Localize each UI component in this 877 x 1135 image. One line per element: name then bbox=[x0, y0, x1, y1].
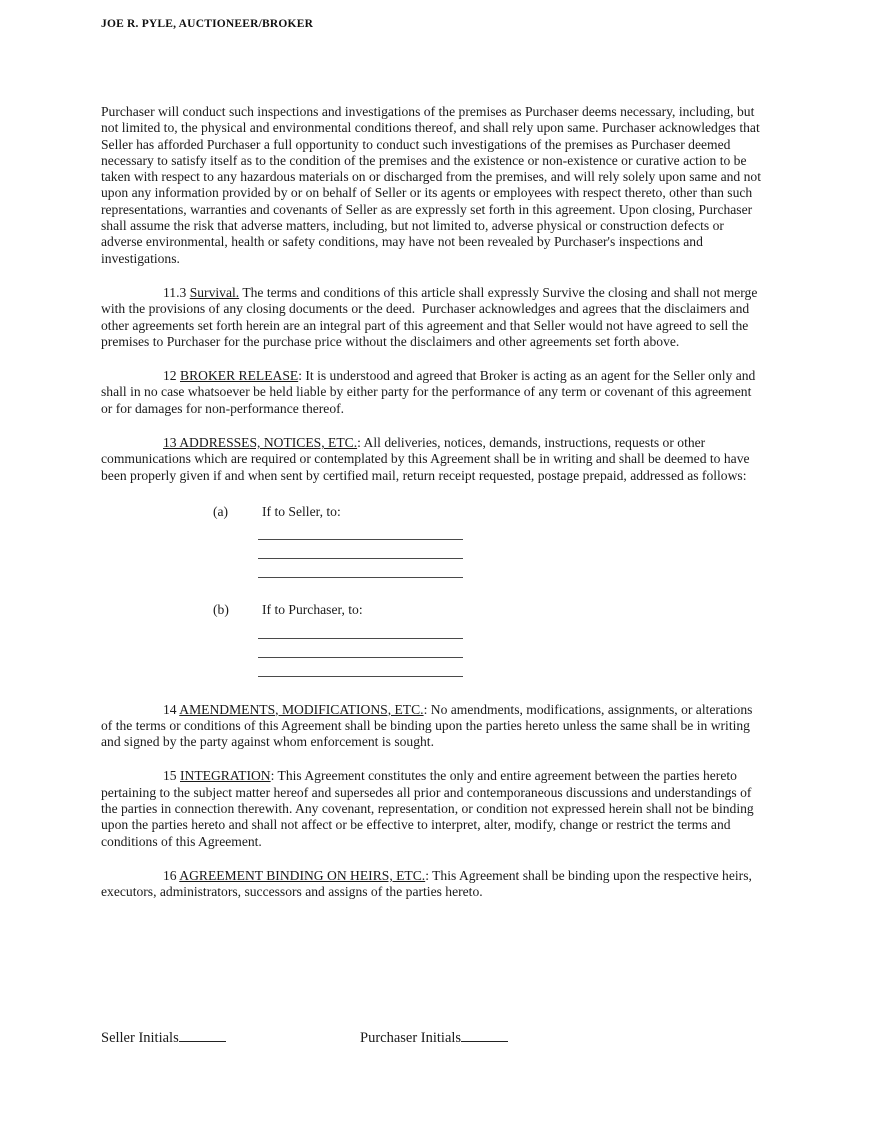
section-number: 14 bbox=[163, 701, 180, 717]
section-14-amendments bbox=[101, 702, 765, 751]
seller-initials-label: Seller Initials bbox=[101, 1030, 179, 1046]
section-body: All deliveries, notices, demands, instructions, requests or other communications which are required or contemplated by this Agreement shall be in writing and shall be deemed to have been properly given if and when sent by certified mail, return receipt requested, postage prepaid, addressed as follows: bbox=[101, 435, 753, 483]
notice-address-seller bbox=[101, 504, 765, 520]
section-12-broker-release bbox=[101, 368, 765, 417]
section-body: This Agreement constitutes the only and entire agreement between the parties hereto pertaining to the subject matter hereof and supersedes all prior and contemporaneous discussions and understandings of the parties in connection therewith. Any covenant, representation, or condition not expressed herein shall not be binding upon the parties hereto and shall not affect or be effective to interpret, alter, modify, change or restrict the terms and conditions of this Agreement. bbox=[101, 768, 758, 849]
section-15-integration bbox=[101, 768, 765, 849]
section-separator: : bbox=[357, 435, 364, 451]
item-a-label: (a) bbox=[213, 503, 229, 519]
section-separator: : bbox=[270, 768, 278, 784]
if-to-purchaser-label: If to Purchaser, to: bbox=[262, 602, 363, 618]
document-header: JOE R. PYLE, AUCTIONEER/BROKER bbox=[101, 18, 314, 30]
blank-address-line bbox=[258, 639, 463, 658]
notice-address-purchaser bbox=[101, 602, 765, 618]
purchaser-address-blank-lines bbox=[101, 620, 765, 677]
section-title: BROKER RELEASE bbox=[180, 368, 299, 384]
section-16-binding-on-heirs bbox=[101, 868, 765, 901]
section-body: The terms and conditions of this article shall expressly Survive the closing and shall not merge with the provisions of any closing documents or the deed. Purchaser acknowledges and agrees that the disclaimers and other agreements set forth herein are an integral part of this agreement and that Seller would not have agreed to sell the premises to Purchaser for the purchase price without the disclaimers and other agreements set forth above. bbox=[101, 284, 761, 349]
blank-address-line bbox=[258, 559, 463, 578]
section-number: 16 bbox=[163, 867, 180, 883]
blank-address-line bbox=[258, 658, 463, 677]
intro-paragraph: Purchaser will conduct such inspections and investigations of the premises as Purchaser deems necessary, including, but not limited to, the physical and environmental conditions thereof, and shall rely upon same. Purchaser acknowledges that Seller has afforded Purchaser a full opportunity to conduct such investigations of the premises as Purchaser deemed necessary to satisfy itself as to the condition of the premises and the existence or non-existence or curative action to be taken with respect to any hazardous materials on or discharged from the premises, and will rely solely upon same and not upon any information provided by or on behalf of Seller or its agents or employees with respect thereto, other than such representations, warranties and covenants of Seller as are expressly set forth in this agreement. Upon closing, Purchaser shall assume the risk that adverse matters, including, but not limited to, adverse physical or construction defects or adverse environmental, health or safety conditions, may have not been revealed by Purchaser's inspections and investigations. bbox=[101, 104, 765, 266]
section-number: 12 bbox=[163, 368, 180, 384]
section-title: Survival. bbox=[189, 284, 240, 300]
seller-initials bbox=[101, 1026, 226, 1047]
seller-initials-blank-line bbox=[179, 1026, 226, 1042]
purchaser-initials-blank-line bbox=[461, 1026, 508, 1042]
if-to-seller-label: If to Seller, to: bbox=[262, 503, 341, 519]
section-body: It is understood and agreed that Broker is acting as an agent for the Seller only and shall in no case whatsoever be held liable by either party for the performance of any term or covenant of this agreement or for damages for non-performance thereof. bbox=[101, 368, 759, 416]
section-13-addresses-notices bbox=[101, 435, 765, 484]
item-b-label: (b) bbox=[213, 602, 229, 618]
blank-address-line bbox=[258, 521, 463, 540]
blank-address-line bbox=[258, 620, 463, 639]
blank-address-line bbox=[258, 540, 463, 559]
section-title: AGREEMENT BINDING ON HEIRS, ETC. bbox=[179, 867, 426, 883]
section-separator: : bbox=[423, 701, 431, 717]
purchaser-initials bbox=[360, 1026, 508, 1047]
section-title: AMENDMENTS, MODIFICATIONS, ETC. bbox=[179, 701, 424, 717]
section-title: INTEGRATION bbox=[180, 768, 271, 784]
section-title: 13 ADDRESSES, NOTICES, ETC. bbox=[163, 435, 358, 451]
purchaser-initials-label: Purchaser Initials bbox=[360, 1030, 462, 1046]
section-separator: : bbox=[425, 867, 433, 883]
section-11-3-survival bbox=[101, 285, 765, 350]
section-body: This Agreement shall be binding upon the respective heirs, executors, administrators, successors and assigns of the parties hereto. bbox=[101, 867, 756, 900]
section-number: 11.3 bbox=[163, 284, 190, 300]
section-separator: : bbox=[298, 368, 306, 384]
section-number: 15 bbox=[163, 768, 180, 784]
section-body: No amendments, modifications, assignments, or alterations of the terms or conditions of this Agreement shall be binding upon the parties hereto unless the same shall be in writing and signed by the party against whom enforcement is sought. bbox=[101, 701, 756, 750]
seller-address-blank-lines bbox=[101, 521, 765, 578]
